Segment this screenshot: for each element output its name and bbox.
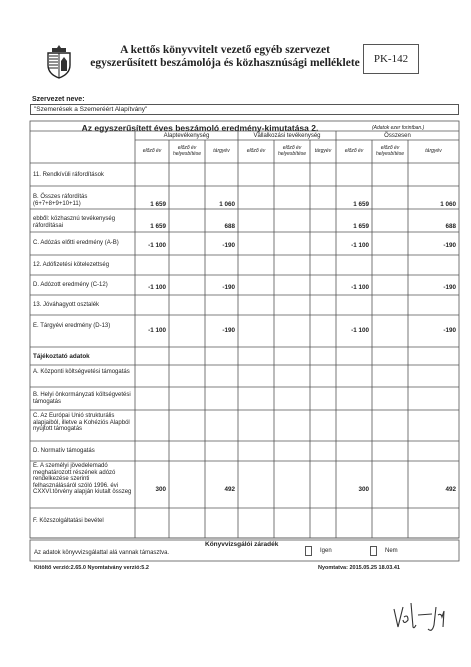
table-cell: 1 659 <box>150 201 166 208</box>
footer-printed: Nyomtatva: 2015.05.25 18.03.41 <box>318 565 400 571</box>
form-code: PK-142 <box>373 53 409 65</box>
row-label: 13. Jóváhagyott osztalék <box>33 302 100 308</box>
row-label: F. Közszolgáltatási bevétel <box>33 518 104 524</box>
form-title-line1: A kettős könyvvitelt vezető egyéb szervezet <box>120 44 330 56</box>
row-label: D. Adózott eredmény (C-12) <box>33 282 108 288</box>
column-group-header: Összesen <box>384 133 411 139</box>
auditor-clause-text: Az adatok könyvvizsgálattal alá vannak támasztva. <box>34 550 170 556</box>
column-group-header: Vállalkozási tevékenység <box>253 133 321 139</box>
footer-version: Kitöltő verzió:2.65.0 Nyomtatvány verzió:5.2 <box>34 565 149 571</box>
table-cell: -190 <box>443 284 456 291</box>
column-subheader: tárgyév <box>425 148 442 154</box>
table-cell: -1 100 <box>148 327 166 334</box>
column-group-header: Alaptevékenység <box>163 133 210 139</box>
table-cell: 1 060 <box>219 201 235 208</box>
table-cell: -190 <box>443 242 456 249</box>
column-subheader: tárgyév <box>213 148 230 154</box>
no-label: Nem <box>385 548 398 554</box>
row-label: B. Helyi önkormányzati költségvetési támogatás <box>33 392 131 405</box>
row-label: 12. Adófizetési kötelezettség <box>33 262 110 268</box>
no-checkbox[interactable] <box>370 546 377 556</box>
row-label: E. A személyi jövedelemadó meghatározott részének adózó rendelkezése szerinti felhasználásáról szóló 1996. évi CXXVI.törvény alapján kiutalt összeg <box>33 463 132 495</box>
form-title-line2: egyszerűsített beszámolója és közhasznúsági melléklete <box>90 57 360 69</box>
table-cell: 1 060 <box>440 201 456 208</box>
table-cell: -190 <box>222 284 235 291</box>
column-subheader: előző év helyesbítése <box>172 145 202 157</box>
table-cell: 492 <box>224 486 235 493</box>
column-subheader: tárgyév <box>314 148 332 154</box>
table-cell: -1 100 <box>148 284 166 291</box>
table-cell: 300 <box>155 486 166 493</box>
table-cell: 492 <box>445 486 456 493</box>
yes-label: Igen <box>320 548 332 554</box>
organization-label: Szervezet neve: <box>32 96 85 103</box>
column-subheader: előző év <box>142 148 162 154</box>
row-label: 11. Rendkívüli ráfordítások <box>33 172 104 178</box>
table-cell: -1 100 <box>351 284 369 291</box>
units-note: (Adatok ezer forintban.) <box>372 125 425 131</box>
row-label: C. Az Európai Unió strukturális alapjaiból, illetve a Kohéziós Alapból nyújtott támogatás <box>33 413 130 432</box>
table-cell: 300 <box>358 486 369 493</box>
column-subheader: előző év helyesbítése <box>375 145 405 157</box>
signature <box>392 601 452 637</box>
table-cell: -190 <box>222 327 235 334</box>
row-label: A. Központi költségvetési támogatás <box>33 369 130 375</box>
row-label: C. Adózás előtti eredmény (A-B) <box>33 240 119 246</box>
table-cell: -190 <box>222 242 235 249</box>
auditor-clause-title: Könyvvizsgálói záradék <box>205 541 279 548</box>
table-cell: 688 <box>445 223 456 230</box>
table-cell: 1 659 <box>353 201 369 208</box>
table-cell: -1 100 <box>148 242 166 249</box>
organization-name: "Szemerések a Szemeréért Alapítvány" <box>34 106 148 113</box>
row-label: B. Összes ráfordítás (6+7+8+9+10+11) <box>33 194 88 207</box>
column-subheader: előző év helyesbítése <box>277 145 307 157</box>
column-subheader: előző év <box>246 148 266 154</box>
row-label: E. Tárgyévi eredmény (D-13) <box>33 323 111 329</box>
table-cell: 1 659 <box>150 223 166 230</box>
table-cell: 1 659 <box>353 223 369 230</box>
info-section-title: Tájékoztató adatok <box>33 353 90 360</box>
column-subheader: előző év <box>344 148 364 154</box>
table-cell: -190 <box>443 327 456 334</box>
row-label: ebből: közhasznú tevékenység ráfordításai <box>33 216 116 229</box>
section-title: Az egyszerűsített éves beszámoló eredmény-kimutatása 2. <box>81 123 319 133</box>
row-label: D. Normatív támogatás <box>33 448 95 454</box>
table-cell: 688 <box>224 223 235 230</box>
table-cell: -1 100 <box>351 327 369 334</box>
yes-checkbox[interactable] <box>305 546 312 556</box>
table-cell: -1 100 <box>351 242 369 249</box>
